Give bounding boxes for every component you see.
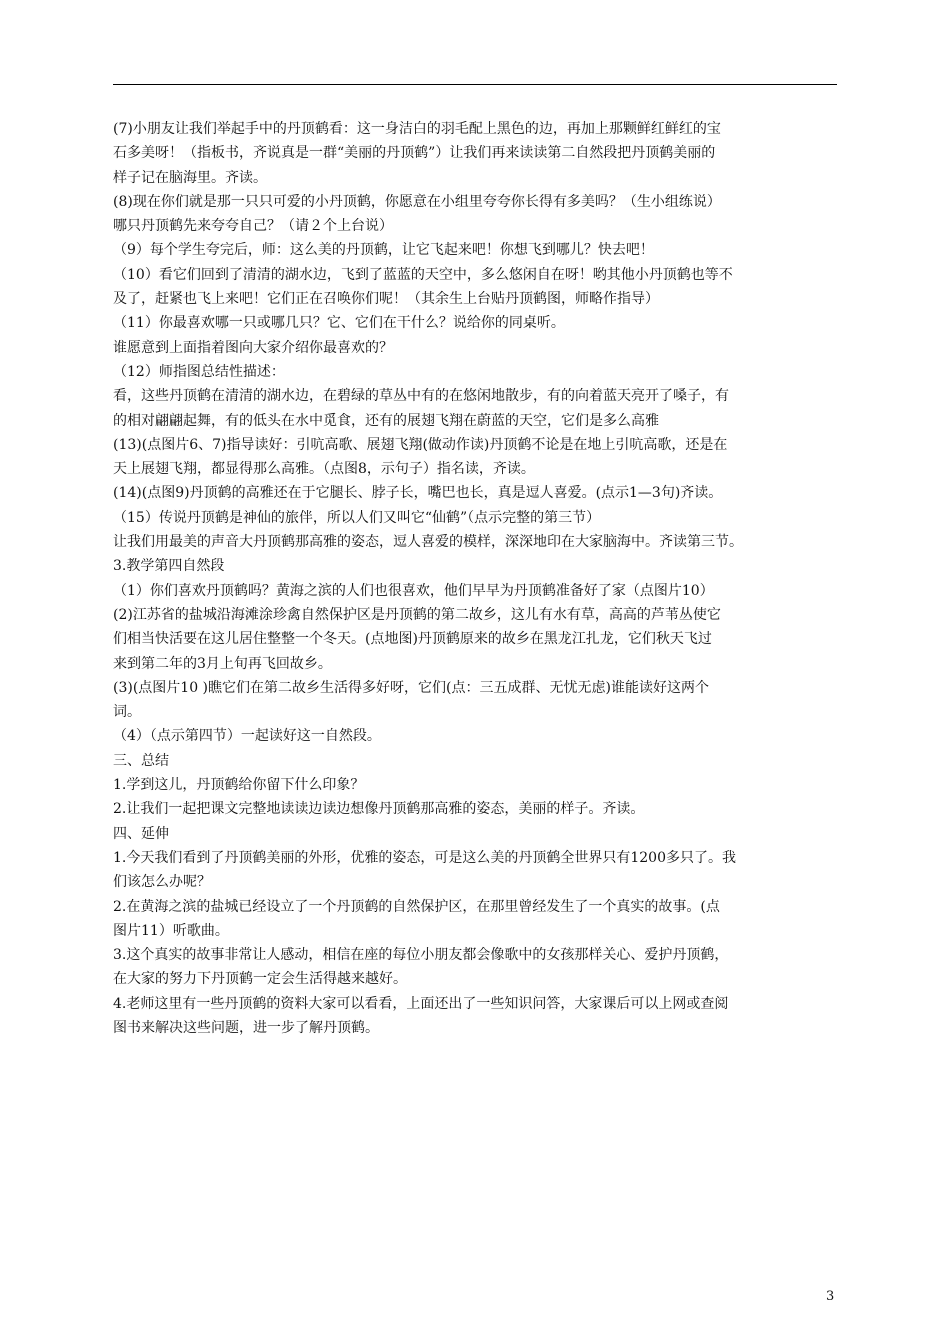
text-line: 3.这个真实的故事非常让人感动，相信在座的每位小朋友都会像歌中的女孩那样关心、爱护丹顶鹤， (113, 947, 729, 964)
text-line: 在大家的努力下丹顶鹤一定会生活得越来越好。 (113, 971, 407, 988)
text-line: 1.今天我们看到了丹顶鹤美丽的外形，优雅的姿态，可是这么美的丹顶鹤全世界只有1200多只了。我 (113, 849, 736, 866)
text-line: (3)(点图片10 )瞧它们在第二故乡生活得多好呀，它们(点：三五成群、无忧无虑)谁能读好这两个 (113, 679, 709, 696)
text-line: (2)江苏省的盐城沿海滩涂珍禽自然保护区是丹顶鹤的第二故乡，这儿有水有草，高高的芦苇丛使它 (113, 606, 721, 623)
text-line: 词。 (113, 704, 141, 721)
text-line: (7)小朋友让我们举起手中的丹顶鹤看：这一身洁白的羽毛配上黑色的边，再加上那颗鲜红鲜红的宝 (113, 121, 721, 137)
text-line: （15）传说丹顶鹤是神仙的旅伴，所以人们又叫它“仙鹤”（点示完整的第三节） (113, 509, 601, 526)
text-line: （12）师指图总结性描述： (113, 363, 285, 380)
text-line: （1）你们喜欢丹顶鹤吗？黄海之滨的人们也很喜欢，他们早早为丹顶鹤准备好了家（点图片10） (113, 582, 714, 599)
text-line: 四、延伸 (113, 825, 169, 842)
text-line: 天上展翅飞翔，都显得那么高雅。（点图8，示句子）指名读，齐读。 (113, 461, 535, 478)
text-line: (8)现在你们就是那一只只可爱的小丹顶鹤，你愿意在小组里夸夸你长得有多美吗？（生小组练说） (113, 193, 721, 210)
text-line: （4）（点示第四节）一起读好这一自然段。 (113, 728, 381, 745)
text-line: 样子记在脑海里。齐读。 (113, 169, 267, 186)
text-line: 谁愿意到上面指着图向大家介绍你最喜欢的？ (113, 339, 393, 356)
text-line: （11）你最喜欢哪一只或哪几只？它、它们在干什么？说给你的同桌听。 (113, 315, 565, 332)
text-line: （10）看它们回到了清清的湖水边，飞到了蓝蓝的天空中，多么悠闲自在呀！哟其他小丹顶鹤也等不 (113, 266, 733, 283)
text-line: 看，这些丹顶鹤在清清的湖水边，在碧绿的草丛中有的在悠闲地散步，有的向着蓝天亮开了嗓子，有 (113, 388, 729, 405)
text-line: 1.学到这儿，丹顶鹤给你留下什么印象？ (113, 777, 365, 794)
text-line: 石多美呀！（指板书，齐说真是一群“美丽的丹顶鹤”）让我们再来读读第二自然段把丹顶鹤美丽的 (113, 145, 716, 162)
text-line: 3.教学第四自然段 (113, 558, 225, 575)
text-line: 让我们用最美的声音大丹顶鹤那高雅的姿态，逗人喜爱的模样，深深地印在大家脑海中。齐读第三节。 (113, 534, 743, 551)
text-line: 2.让我们一起把课文完整地读读边读边想像丹顶鹤那高雅的姿态，美丽的样子。齐读。 (113, 801, 645, 818)
text-line: 及了，赶紧也飞上来吧！它们正在召唤你们呢！（其余生上台贴丹顶鹤图，师略作指导） (113, 291, 659, 308)
text-line: 4.老师这里有一些丹顶鹤的资料大家可以看看，上面还出了一些知识问答，大家课后可以上网或查阅 (113, 995, 729, 1012)
text-line: (13)(点图片6、7)指导读好：引吭高歌、展翅飞翔(做动作读)丹顶鹤不论是在地上引吭高歌，还是在 (113, 436, 728, 453)
header-rule (113, 84, 837, 85)
document-body (113, 117, 843, 1040)
text-line: 们该怎么办呢？ (113, 874, 211, 891)
text-line: (14)(点图9)丹顶鹤的高雅还在于它腿长、脖子长，嘴巴也长，真是逗人喜爱。(点示1—3句)齐读。 (113, 485, 723, 502)
text-line: 的相对翩翩起舞，有的低头在水中觅食，还有的展翅飞翔在蔚蓝的天空，它们是多么高雅 (113, 412, 659, 429)
text-line: 哪只丹顶鹤先来夸夸自己？（请２个上台说） (113, 218, 393, 235)
text-line: 来到第二年的3月上旬再飞回故乡。 (113, 655, 332, 672)
text-line: 图片11）听歌曲。 (113, 922, 229, 939)
text-line: 2.在黄海之滨的盐城已经设立了一个丹顶鹤的自然保护区，在那里曾经发生了一个真实的故事。(点 (113, 898, 720, 915)
page-number: 3 (826, 1289, 835, 1304)
text-line: 三、总结 (113, 752, 169, 769)
text-line: （9）每个学生夸完后，师：这么美的丹顶鹤，让它飞起来吧！你想飞到哪儿？快去吧！ (113, 242, 654, 259)
text-line: 图书来解决这些问题，进一步了解丹顶鹤。 (113, 1019, 379, 1036)
text-line: 们相当快活要在这儿居住整整一个冬天。(点地图)丹顶鹤原来的故乡在黑龙江扎龙，它们秋天飞过 (113, 631, 712, 648)
